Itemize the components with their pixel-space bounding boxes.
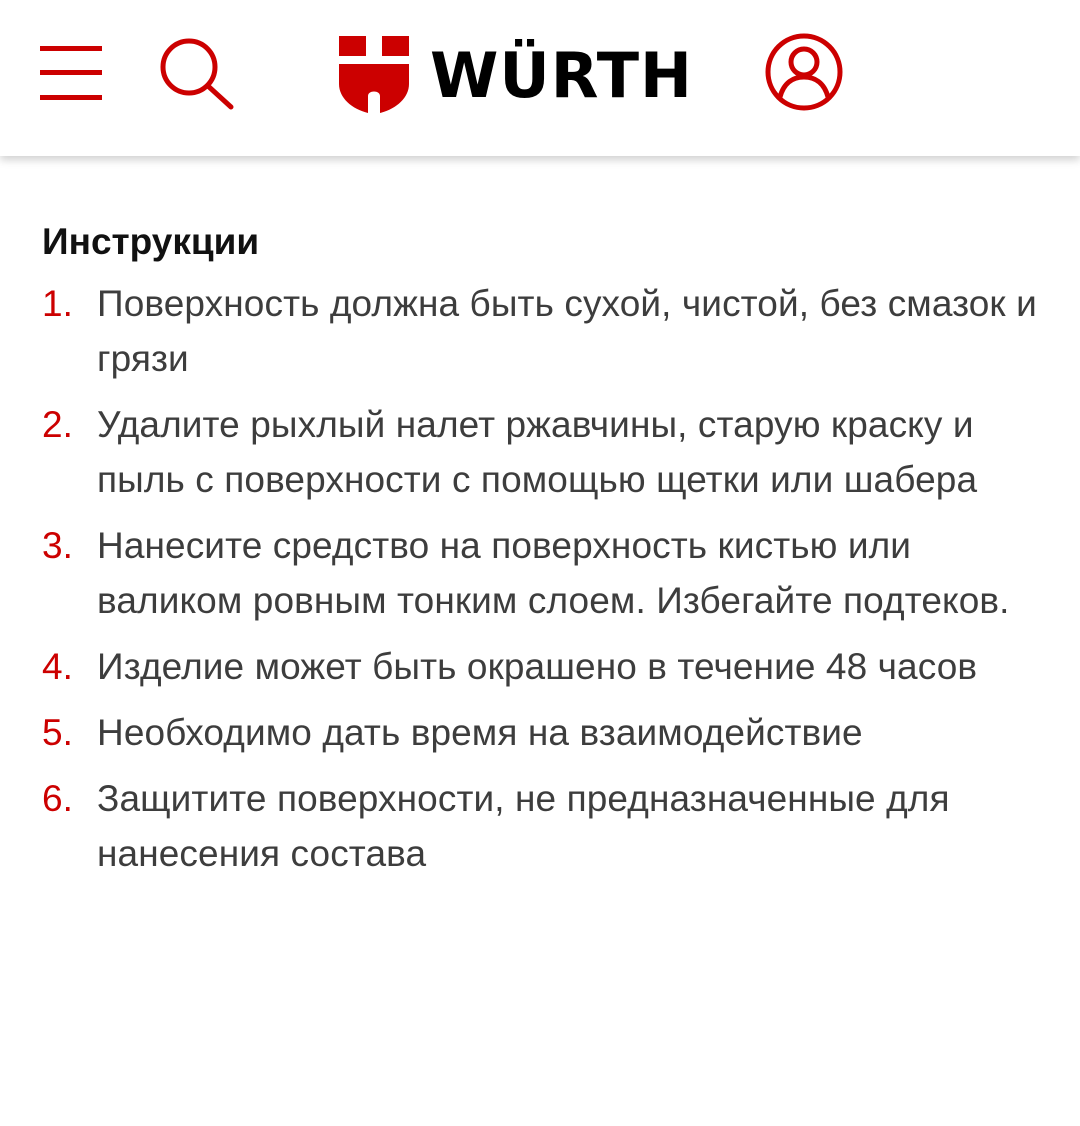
wurth-logo[interactable] xyxy=(336,34,708,116)
instruction-step xyxy=(0,276,1080,386)
hamburger-menu-icon xyxy=(36,40,106,106)
search-button[interactable] xyxy=(156,36,236,112)
user-account-icon xyxy=(762,30,846,114)
step-text: Изделие может быть окрашено в течение 48 часов xyxy=(97,646,978,687)
wurth-castle-logo-icon xyxy=(336,34,412,116)
step-text: Необходимо дать время на взаимодействие xyxy=(97,712,863,753)
search-icon xyxy=(156,36,236,112)
instruction-step xyxy=(0,518,1080,628)
logo-wordmark: WÜRTH xyxy=(430,39,693,112)
account-button[interactable] xyxy=(762,30,846,114)
menu-button[interactable] xyxy=(36,40,106,106)
step-number: 4. xyxy=(42,646,73,687)
step-number: 6. xyxy=(42,778,73,819)
instruction-step xyxy=(0,705,1080,760)
step-text: Защитите поверхности, не предназначенные для нанесения состава xyxy=(97,778,950,874)
step-text: Удалите рыхлый налет ржавчины, старую краску и пыль с поверхности с помощью щетки или шабера xyxy=(97,404,978,500)
instruction-step xyxy=(0,771,1080,881)
site-header xyxy=(0,0,1080,156)
instruction-step xyxy=(0,397,1080,507)
instruction-steps xyxy=(0,276,1080,892)
step-number: 2. xyxy=(42,404,73,445)
step-text: Нанесите средство на поверхность кистью или валиком ровным тонким слоем. Избегайте подтеков. xyxy=(97,525,1010,621)
section-title: Инструкции xyxy=(42,221,260,262)
step-number: 5. xyxy=(42,712,73,753)
step-number: 1. xyxy=(42,283,73,324)
step-number: 3. xyxy=(42,525,73,566)
instruction-step xyxy=(0,639,1080,694)
step-text: Поверхность должна быть сухой, чистой, без смазок и грязи xyxy=(97,283,1037,379)
